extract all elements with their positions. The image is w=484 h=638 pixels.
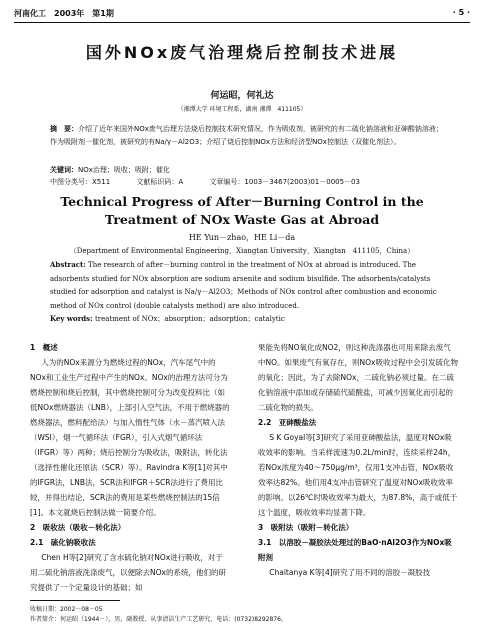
abstract-english-label: Abstract: [50, 260, 86, 269]
document-code: 文献标识码：A [136, 178, 184, 186]
footnote-author: 作者简介：何运昭（1944－），男，副教授，从事清洁生产工艺研究，电话：(0732)8292876。 [30, 616, 287, 623]
journal-issue: 河南化工 2003年 第1期 [14, 9, 114, 18]
keywords-english-label: Key words: [50, 314, 93, 323]
classification-line [50, 177, 470, 187]
affiliation-english: （Department of Environmental Engineering，Xiangtan University，Xiangtan 411105，China） [69, 247, 415, 255]
abstract-english [50, 258, 444, 313]
abstract-chinese [50, 123, 444, 149]
abstract-label: 摘 要： [50, 125, 78, 133]
section-heading: 3 吸附法（吸附－转化法） [258, 523, 354, 532]
authors-chinese: 何运昭，何礼达 [210, 91, 274, 101]
body-paragraph: S K Goyal等[3]研究了采用亚砷酸盐法，温度对NOx吸收效率的影响。当采样流速为0.2L/min时，连续采样24h，若NOx浓度为40～750μg/m³，仅用1支冲击管，NOx吸收效率达82%。他们用4支冲击管研究了温度对NOx吸收效率的影响。以26℃时吸收效率为最大，为87.8%，高于或低于这个温度，吸收效率均显著下降。 [258, 433, 458, 517]
authors-english: HE Yun－zhao，HE Li－da [188, 233, 296, 242]
body-paragraph: Chaitanya K等[4]研究了用不同的溶胶－凝胶技 [269, 568, 431, 577]
title-english-line-1: Technical Progress of After－Burning Control in the [60, 194, 424, 209]
section-heading: 1 概述 [30, 343, 58, 352]
title-english [0, 193, 484, 229]
affiliation-chinese: （湘潭大学 环境工程系，湖南 湘潭 411105） [177, 106, 307, 113]
keywords-chinese [50, 164, 444, 177]
subsection-heading: 2.1 硫化钠吸收法 [30, 538, 96, 547]
header-rule [14, 22, 470, 23]
body-paragraph: Chen H等[2]研究了含水硫化钠对NOx进行吸收，对于用二硫化钠溶液洗涤废气，以便除去NOx的系统，他们的研究提供了一个定量设计的基础；如 [30, 553, 226, 592]
article-number: 文章编号：1003－3467(2003)01－0005－03 [209, 178, 360, 186]
page-number: · 5 · [452, 8, 470, 17]
keywords-english-text: treatment of NOx；absorption；adsorption；catalytic [94, 315, 285, 323]
section-heading: 2 吸收法（吸收－转化法） [30, 523, 126, 532]
body-paragraph: 人为的NOx来源分为燃烧过程的NOx，汽车尾气中的NOx和工业生产过程中产生的NOx。NOx的治理方法可分为燃烧控制和烧后控制，其中燃烧控制可分为改变投料比（如低NOx燃烧器法（LNB），上部引入空气法，不用于燃烧器的燃烧器法，燃料配给法）与加入惰性气体（水－蒸汽喷入法（WSI），烟一气循环法（FGR），引入式烟气循环法（IFGR）等）两种；烧后控制分为吸收法，吸附法，转化法（选择性催化还原法（SCR）等）。Ravindra K等[1]对其中的IFGR法，LNB法，SCR法和IFGR＋SCR法进行了费用比较，并得出结论，SCR法的费用是某些燃烧控制法的15倍[1]。本文就烧后控制法做一简要介绍。 [30, 358, 230, 517]
title-english-line-2: Treatment of NOx Waste Gas at Abroad [104, 212, 380, 227]
body-paragraph: 果能先将NO氧化成NO2，则这种洗涤器也可用来除去废气中NO。如果废气有氧存在，则NOx吸收过程中会引发硫化物的氧化；因此，为了去除NOx，二硫化钠必须过量。在二硫化钠溶液中添加或存储硫代硫酸盐，可减少因氧化而引起的二硫化物的损失。 [258, 343, 458, 412]
running-header [14, 8, 470, 22]
footnote-received: 收稿日期：2002－08－05 [30, 606, 103, 613]
keywords-text: NOx治理；吸收；吸附；催化 [78, 166, 170, 174]
title-chinese: 国外NOx废气治理烧后控制技术进展 [85, 43, 399, 62]
subsection-heading: 2.2 亚砷酸盐法 [258, 418, 317, 427]
keywords-label: 关键词： [50, 166, 78, 174]
footnote-rule [30, 600, 120, 601]
subsection-heading: 3.1 以溶胶－凝胶法处理过的BaO·nAl2O3作为NOx吸附剂 [258, 538, 452, 562]
keywords-english [50, 312, 444, 326]
clc-number: 中图分类号：X511 [50, 178, 111, 186]
abstract-english-text: The research of after－burning control in the treatment of NOx at abroad is introduced. The adsorbents studied for NOx absorption are sodium arsenite and sodium bisulfide. The adsorbents/catalysts studied for adsorption and catalyst is Na/γ－Al2O3；Methods of NOx control after combustion and economic method of NOx control (double catalysts method) are also introduced. [50, 261, 437, 310]
body-column-right [258, 340, 458, 580]
abstract-text: 介绍了近年来国外NOx废气治理方法烧后控制技术研究情况，作为吸收剂，被研究的有二硫化钠溶液和亚砷酸钠溶液；作为吸附剂一催化剂，被研究的有Na/γ－Al2O3；介绍了烧后控制NOx方法和经济型NOx控制法（双催化剂法）。 [50, 125, 443, 146]
body-column-left [30, 340, 230, 595]
